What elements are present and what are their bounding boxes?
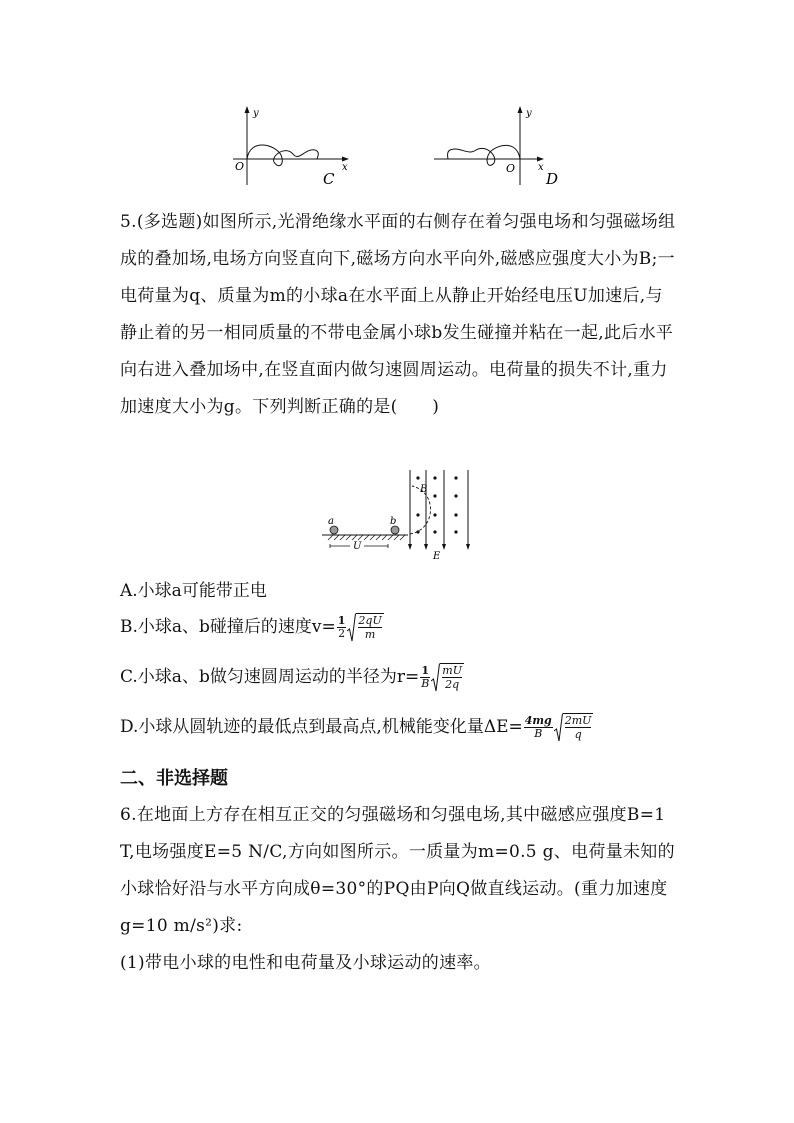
origin-label: O	[506, 162, 516, 175]
origin-label: O	[235, 160, 245, 173]
ball-b-label: b	[390, 516, 397, 527]
magnetic-field-label: B	[420, 484, 428, 495]
option-b-text: B.小球a、b碰撞后的速度v=	[120, 617, 336, 637]
option-d-fraction: $\frac{4mg}{B}$	[524, 714, 552, 740]
question-5-text: 5.(多选题)如图所示,光滑绝缘水平面的右侧存在着匀强电场和匀强磁场组成的叠加场,电场方向竖直向下,磁场方向水平向外,磁感应强度大小为B;一电荷量为q、质量为m的小球a在水平面上从静止开始经电压U加速后,与静止着的另一相同质量的不带电金属小球b发生碰撞并粘在一起,此后水平向右进入叠加场中,在竖直面内做匀速圆周运动。电荷量的损失不计,重力加速度大小为g。下列判断正确的是( )	[120, 212, 676, 417]
y-axis-label: y	[253, 108, 259, 119]
figure-d-label: D	[546, 170, 559, 188]
figure-c	[225, 100, 365, 190]
option-d	[120, 712, 593, 743]
figure-d	[430, 100, 580, 190]
question-6-text: 6.在地面上方存在相互正交的匀强磁场和匀强电场,其中磁感应强度B=1 T,电场强度E=5 N/C,方向如图所示。一质量为m=0.5 g、电荷量未知的小球恰好沿与水平方向成θ=30°的PQ由P向Q做直线运动。(重力加速度g=10 m/s²)求:	[120, 805, 675, 936]
option-d-sqrt: $\frac{2mU}{q}$	[554, 713, 594, 743]
y-axis-label: y	[526, 108, 532, 119]
option-c-fraction: $\frac{1}{B}$	[421, 664, 430, 690]
option-a: A.小球a可能带正电	[120, 581, 267, 601]
section-heading: 二、非选择题	[120, 768, 228, 789]
option-c	[120, 662, 464, 693]
option-c-text: C.小球a、b做匀速圆周运动的半径为r=	[120, 667, 420, 687]
x-axis-label: x	[538, 162, 544, 173]
electric-field-label: E	[433, 551, 441, 562]
option-b-fraction: $\frac{1}{2}$	[337, 614, 346, 640]
option-d-text: D.小球从圆轨迹的最低点到最高点,机械能变化量ΔE=	[120, 717, 523, 737]
x-axis-label: x	[342, 162, 348, 173]
option-b	[120, 612, 384, 643]
voltage-label: U	[353, 541, 362, 552]
option-b-sqrt: $\frac{2qU}{m}$	[347, 613, 383, 643]
question-5-figure	[320, 468, 480, 564]
ball-a-label: a	[328, 516, 334, 527]
figure-c-label: C	[323, 170, 335, 188]
option-c-sqrt: $\frac{mU}{2q}$	[431, 663, 464, 693]
question-6-part-1: (1)带电小球的电性和电荷量及小球运动的速率。	[120, 953, 491, 973]
